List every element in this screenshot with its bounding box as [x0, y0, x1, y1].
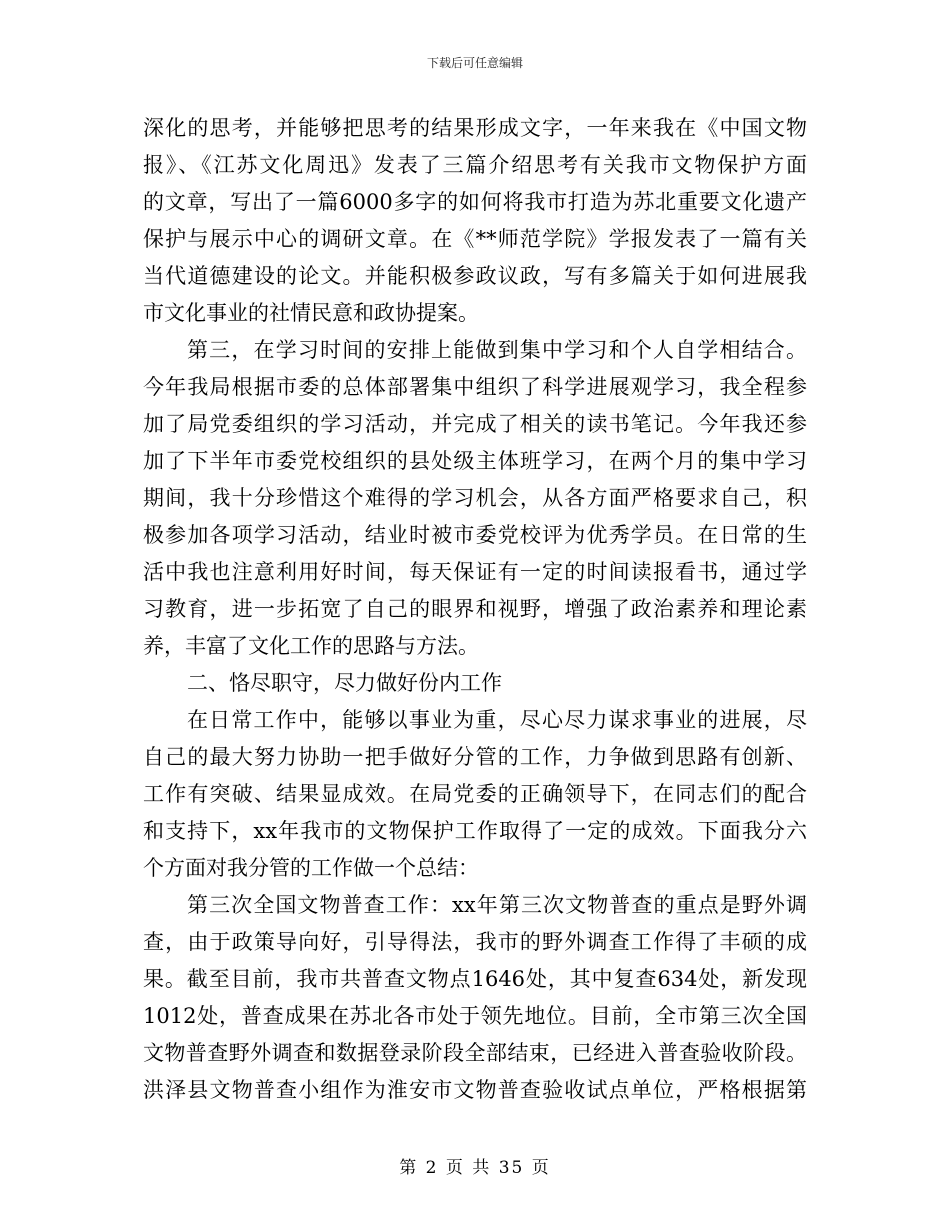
text-line: 保护与展示中心的调研文章。在《**师范学院》学报发表了一篇有关: [143, 227, 807, 251]
text-line: 果。截至目前，我市共普查文物点1646处，其中复查634处，新发现: [143, 967, 807, 991]
text-line: 习教育，进一步拓宽了自己的眼界和视野，增强了政治素养和理论素: [143, 597, 807, 621]
page-header: 下载后可任意编辑: [426, 56, 523, 70]
text-line: 个方面对我分管的工作做一个总结：: [143, 856, 479, 880]
text-line: 自己的最大努力协助一把手做好分管的工作，力争做到思路有创新、: [143, 745, 807, 769]
text-line: 工作有突破、结果显成效。在局党委的正确领导下，在同志们的配合: [143, 782, 807, 806]
text-line: 加了下半年市委党校组织的县处级主体班学习，在两个月的集中学习: [143, 449, 807, 473]
text-line: 第三次全国文物普查工作：xx年第三次文物普查的重点是野外调: [187, 893, 807, 917]
text-line: 活中我也注意利用好时间，每天保证有一定的时间读报看书，通过学: [143, 560, 807, 584]
text-line: 极参加各项学习活动，结业时被市委党校评为优秀学员。在日常的生: [143, 523, 807, 547]
text-line: 二、恪尽职守，尽力做好份内工作: [187, 671, 502, 695]
text-line: 查，由于政策导向好，引导得法，我市的野外调查工作得了丰硕的成: [143, 930, 807, 954]
text-line: 在日常工作中，能够以事业为重，尽心尽力谋求事业的进展，尽: [187, 708, 807, 732]
text-line: 今年我局根据市委的总体部署集中组织了科学进展观学习，我全程参: [143, 375, 807, 399]
text-line: 文物普查野外调查和数据登录阶段全部结束，已经进入普查验收阶段。: [143, 1041, 807, 1065]
text-line: 养，丰富了文化工作的思路与方法。: [143, 634, 479, 658]
text-line: 的文章，写出了一篇6000多字的如何将我市打造为苏北重要文化遗产: [143, 190, 807, 214]
page-footer: 第 2 页 共 35 页: [399, 1158, 551, 1178]
document-body: [143, 110, 807, 1109]
text-line: 当代道德建设的论文。并能积极参政议政，写有多篇关于如何进展我: [143, 264, 807, 288]
text-line: 市文化事业的社情民意和政协提案。: [143, 301, 479, 325]
text-line: 深化的思考，并能够把思考的结果形成文字，一年来我在《中国文物: [143, 116, 807, 140]
text-line: 和支持下，xx年我市的文物保护工作取得了一定的成效。下面我分六: [143, 819, 807, 843]
text-line: 第三，在学习时间的安排上能做到集中学习和个人自学相结合。: [187, 338, 807, 362]
text-line: 加了局党委组织的学习活动，并完成了相关的读书笔记。今年我还参: [143, 412, 807, 436]
text-line: 1012处，普查成果在苏北各市处于领先地位。目前，全市第三次全国: [143, 1004, 807, 1028]
text-line: 洪泽县文物普查小组作为淮安市文物普查验收试点单位，严格根据第: [143, 1078, 807, 1102]
text-line: 报》、《江苏文化周迅》发表了三篇介绍思考有关我市文物保护方面: [143, 153, 807, 177]
text-line: 期间，我十分珍惜这个难得的学习机会，从各方面严格要求自己，积: [143, 486, 807, 510]
